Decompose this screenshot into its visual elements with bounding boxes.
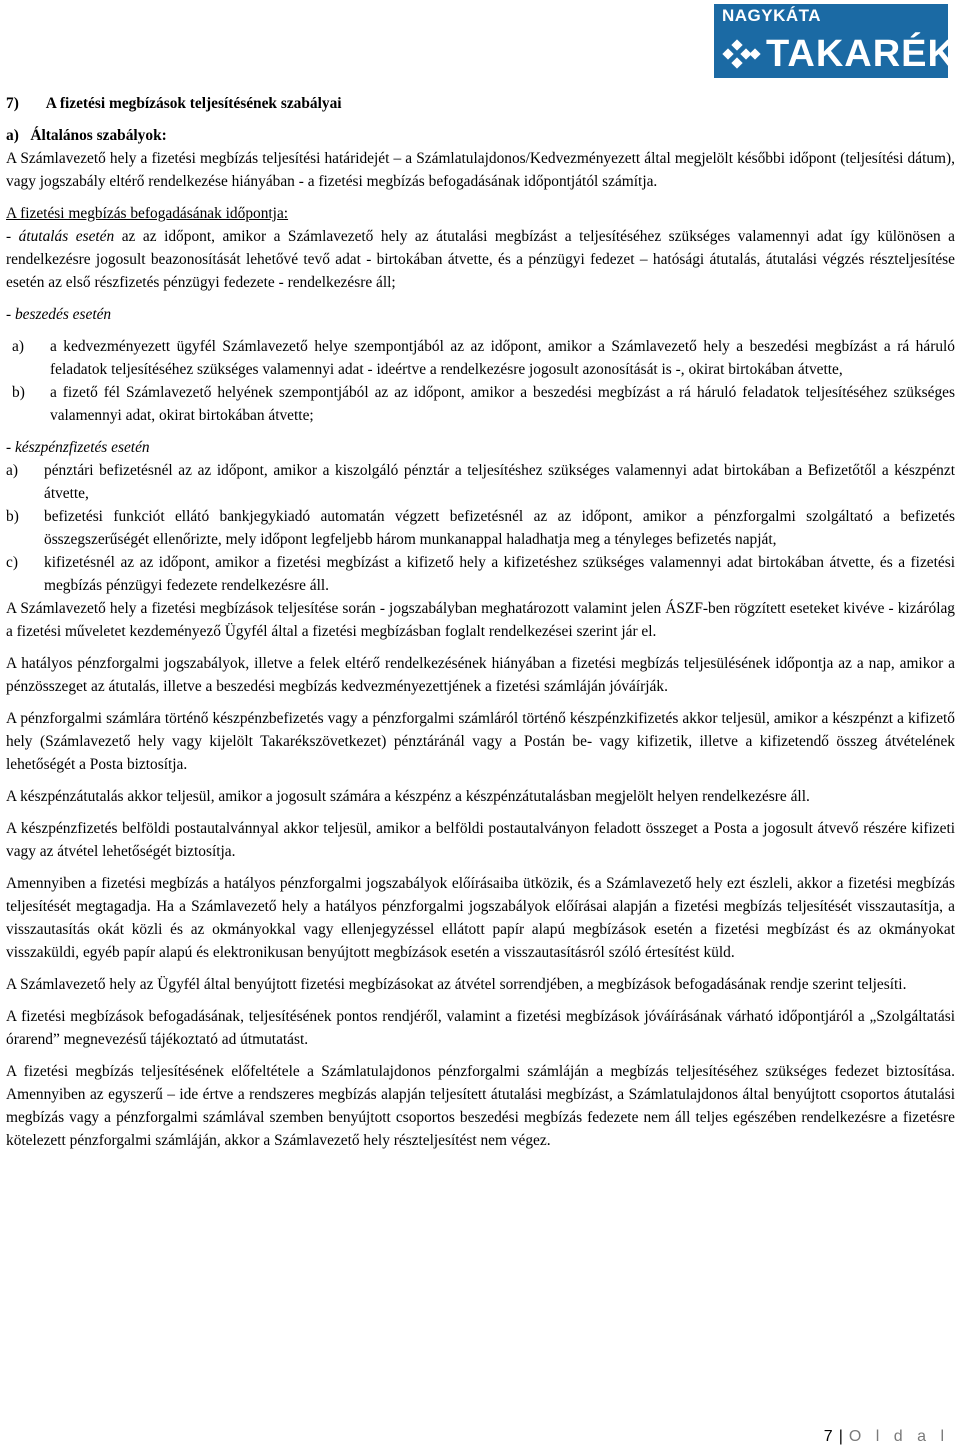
logo-mark-icon bbox=[722, 34, 762, 74]
paragraph-keszpenzbefizetes: A pénzforgalmi számlára történő készpénzbefizetés vagy a pénzforgalmi számláról történő készpénzkifizetés akkor teljesül, amikor a készpénzt a kifizető hely (Számlavezető hely vagy kijelölt Takarékszövetkezet) pénztáránál vagy a Postán be- vagy kifizetik, illetve a kifizetendő összeg átvételének lehetőségét a Posta biztosítja. bbox=[6, 710, 955, 773]
section-title: 7) A fizetési megbízások teljesítésének szabályai bbox=[6, 95, 342, 112]
keszpenz-list bbox=[6, 459, 955, 597]
beszedes-list bbox=[6, 335, 955, 427]
list-item: b) a fizető fél Számlavezető helyének szempontjából az az időpont, amikor a beszedési megbízást a rá háruló feladatok teljesítéséhez szükséges valamennyi adat, okirat birtokában átvette; bbox=[12, 384, 955, 424]
paragraph-aszf: A Számlavezető hely a fizetési megbízások teljesítése során - jogszabályban meghatározott valamint jelen ÁSZF-ben rögzített eseteket kivéve - kizárólag a fizetési műveletet kezdeményező Ügyfél által a fizetési megbízásban foglalt rendelkezései szerint jár el. bbox=[6, 600, 955, 640]
paragraph-sorrend: A Számlavezető hely az Ügyfél által benyújtott fizetési megbízásokat az átvétel sorrendjében, a megbízások befogadásának rendje szerint teljesíti. bbox=[6, 976, 907, 993]
paragraph-intro: A Számlavezető hely a fizetési megbízás teljesítési határidejét – a Számlatulajdonos/Kedvezményezett által megjelölt későbbi időpont (teljesítési dátum), vagy jogszabály eltérő rendelkezése hiányában - a fizetési megbízás befogadásának időpontjától számítja. bbox=[6, 150, 955, 190]
list-item: c) kifizetésnél az az időpont, amikor a fizetési megbízást a kifizető hely a kifizetéshez szükséges valamennyi adat birtokában átvette, és a fizetési megbízás pénzügyi fedezete rendelkezésre áll. bbox=[6, 554, 955, 594]
logo-bottom-text: TAKARÉK bbox=[766, 33, 956, 75]
atutalas-paragraph: - átutalás esetén az az időpont, amikor a Számlavezető hely az átutalási megbízást a teljesítéséhez szükséges valamennyi adat így különösen a rendelkezésre jogosult beazonosítását lehetővé tevő adat - birtokában átvette, és a pénzügyi fedezet – hatósági átutalás, átutalási végzés részteljesítése esetén az első részfizetés pénzügyi fedezete - rendelkezésre áll; bbox=[6, 228, 955, 291]
logo-top-text: NAGYKÁTA bbox=[722, 6, 822, 25]
page-footer bbox=[824, 1428, 949, 1446]
list-item: b) befizetési funkciót ellátó bankjegykiadó automatán végzett befizetésnél az az időpont, amikor a pénzforgalmi szolgáltató a befizetés összegszerűségét ellenőrizte, mely időpont legfeljebb három munkanappal haladhatja meg a tényleges befizetés napját, bbox=[6, 508, 955, 548]
bank-logo bbox=[714, 4, 956, 78]
document-body bbox=[6, 92, 955, 1152]
beszedes-label: - beszedés esetén bbox=[6, 306, 112, 323]
page-label: O l d a l bbox=[848, 1428, 949, 1445]
list-item: a) pénztári befizetésnél az az időpont, amikor a kiszolgáló pénztár a teljesítéshez szükséges valamennyi adat birtokában a Befizetőtől a készpénzt átvette, bbox=[6, 462, 955, 502]
paragraph-hatalyos: A hatályos pénzforgalmi jogszabályok, illetve a felek eltérő rendelkezésének hiányában a fizetési megbízás teljesülésének időpontja az a nap, amikor a pénzösszeget az átutalás, illetve a beszedési megbízás kedvezményezettjének a fizetési számláján jóváírják. bbox=[6, 655, 955, 695]
paragraph-postautalvany: A készpénzfizetés belföldi postautalvánnyal akkor teljesül, amikor a belföldi postautalványon feladott összeget a Posta a jogosult átvevő részére kifizeti vagy az átvétel lehetőségét biztosítja. bbox=[6, 820, 955, 860]
paragraph-orarend: A fizetési megbízások befogadásának, teljesítésének pontos rendjéről, valamint a fizetési megbízások jóváírásának várható időpontjáról a „Szolgáltatási órarend” megnevezésű tájékoztató ad útmutatást. bbox=[6, 1008, 955, 1048]
paragraph-fedezet: A fizetési megbízás teljesítésének előfeltétele a Számlatulajdonos pénzforgalmi számláján a megbízás teljesítéséhez szükséges fedezet biztosítása. Amennyiben az egyszerű – ide értve a rendszeres megbízás alapján teljesített átutalási megbízást, a Számlatulajdonos által benyújtott csoportos átutalási megbízás vagy a pénzforgalmi számlával szemben benyújtott csoportos beszedési megbízás fedezete nem áll teljes egészében rendelkezésre a fizetésre kötelezett pénzforgalmi számláján, akkor a Számlavezető hely részteljesítést nem végez. bbox=[6, 1063, 955, 1149]
footer-separator: | bbox=[838, 1428, 843, 1445]
paragraph-keszpenzatutalas: A készpénzátutalás akkor teljesül, amikor a jogosult számára a készpénz a készpénzátutalásban megjelölt helyen rendelkezésre áll. bbox=[6, 788, 810, 805]
list-item: a) a kedvezményezett ügyfél Számlavezető helye szempontjából az az időpont, amikor a Számlavezető hely a beszedési megbízást a rá háruló feladatok teljesítéséhez szükséges valamennyi adat - ideértve a rendelkezésre jogosult azonosítását is -, okirat birtokában átvette, bbox=[12, 338, 955, 378]
subsection-title: a) Általános szabályok: bbox=[6, 127, 167, 144]
befogadas-label: A fizetési megbízás befogadásának időpontja: bbox=[6, 205, 289, 222]
page-number: 7 bbox=[823, 1428, 833, 1445]
keszpenz-label: - készpénzfizetés esetén bbox=[6, 439, 150, 456]
paragraph-utkozik: Amennyiben a fizetési megbízás a hatályos pénzforgalmi jogszabályok előírásaiba ütközik, és a Számlavezető hely ezt észleli, akkor a fizetési megbízás teljesítését megtagadja. Ha a Számlavezető hely a hatályos pénzforgalmi jogszabályok előírásai alapján a fizetési megbízás teljesítését visszautasítja, a visszautasítás okát közli és az okmányokkal vagy ellenjegyzéssel ellátott papír alapú megbízások esetén a fizetési megbízást és az okmányokat visszaküldi, egyéb papír alapú és elektronikusan benyújtott megbízások esetén a visszautasításról szóló értesítést küld. bbox=[6, 875, 955, 961]
